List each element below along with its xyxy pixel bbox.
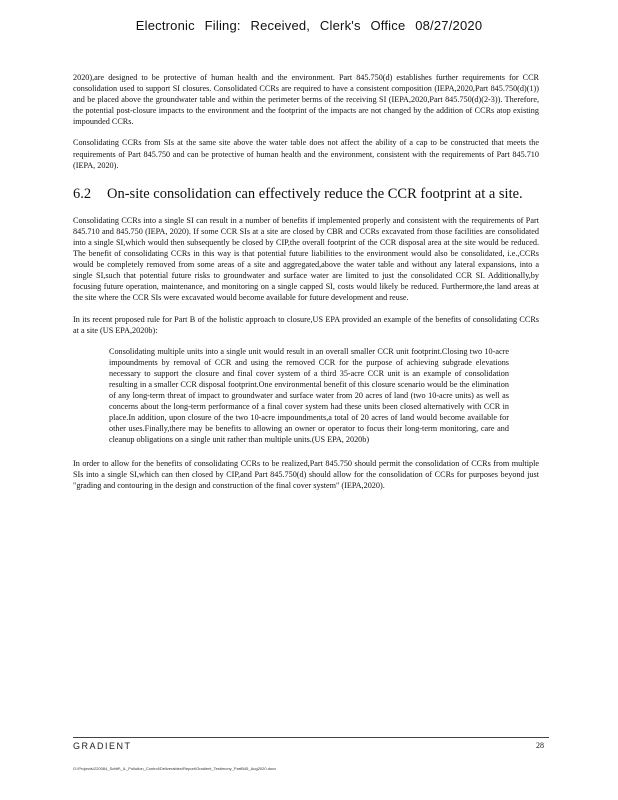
filing-header: Electronic Filing: Received, Clerk's Office 08/27/2020: [135, 18, 483, 33]
epa-block-quote: Consolidating multiple units into a single unit would result in an overall smaller CCR unit footprint.Closing two 10-acre impoundments by removal of CCR and using the removed CCR for the purpose of achieving subgrade elevations necessary to support the closure and final cover system of a third 35-acre CCR unit is an example of consolidation resulting in a smaller CCR disposal footprint.One environmental benefit of this closure scenario would be the elimination of any long-term threat of impact to groundwater and surface water from 20 acres of land (two 10-acre units) as well as concerns about the long-term performance of a final cover system had these units been closed alternatively with CCR in place.In addition, upon closure of the two 10-acre impoundments,a total of 20 acres of land would become available for other uses.Finally,there may be benefits to allowing an owner or operator to focus their long-term monitoring, care and cleanup obligations on a single unit rather than multiple units.(US EPA, 2020b): [109, 346, 509, 445]
paragraph-benefits: Consolidating CCRs into a single SI can result in a number of benefits if implemented properly and consistent with the requirements of Part 845.710 and 845.750 (IEPA, 2020). If some CCR SIs at a site are closed by CBR and CCRs excavated from those facilities are consolidated into a single SI,which would then subsequently be closed by CIP,the overall footprint of the CCR disposal area at the site would be reduced. The benefit of consolidating CCRs in this way is that potential future liabilities to the environment would also be consolidated, i.e.,CCRs would be completely removed from some areas of a site and aggregated,above the water table and without any lateral expansions, into a single SI,such that potential future risks to groundwater and surface water are limited to just the consolidated CCR SI. Additionally,by focusing future operation, maintenance, and monitoring on a single capped SI, costs would likely be reduced. Furthermore,the land areas at the site where the CCR SIs were excavated would become available for future development and reuse.: [73, 215, 539, 303]
section-title: On-site consolidation can effectively reduce the CCR footprint at a site.: [107, 185, 523, 202]
paragraph-water-table: Consolidating CCRs from SIs at the same site above the water table does not affect the ability of a cap to be constructed that meets the requirements of Part 845.750 and can be protective of human health and the environment, consistent with the requirements of Part 845.710 (IEPA, 2020).: [73, 138, 539, 170]
footer-divider: [73, 737, 549, 738]
paragraph-recommendation: In order to allow for the benefits of consolidating CCRs to be realized,Part 845.750 should permit the consolidation of CCRs from multiple SIs into a single SI,which can then closed by CIP,and Part 845.750(d) should allow for the consolidation of CCRs for purposes beyond just "grading and contouring in the design and construction of the final cover system" (IEPA,2020).: [73, 458, 539, 490]
paragraph-consolidation-requirements: 2020),are designed to be protective of human health and the environment. Part 845.750(d) establishes further requirements for CCR consolidation used to support SI closures. Consolidated CCRs are required to have a consistent composition (IEPA,2020,Part 845.750(d)(1)) and be placed above the groundwater table and within the perimeter berms of the receiving SI (IEPA,2020,Part 845.750(d)(2-3)). Therefore, the potential post-closure impacts to the environment and the footprint of the impacts are not changed by the addition of CCRs atop existing impounded CCRs.: [73, 73, 539, 127]
document-body: [73, 72, 539, 501]
gradient-logo: GRADIENT: [73, 741, 132, 751]
page-number: 28: [536, 741, 544, 750]
section-heading: [73, 185, 539, 203]
section-number: 6.2: [73, 185, 92, 202]
paragraph-epa-example-intro: In its recent proposed rule for Part B of the holistic approach to closure,US EPA provided an example of the benefits of consolidating CCRs at a site (US EPA,2020b):: [73, 314, 539, 335]
file-path: G:\Projects\220084_Schiff\_IL_Pollution_Control\Deliverables\Report\Gradient_Testimony_PartB45_Aug2020.docx: [73, 766, 277, 771]
